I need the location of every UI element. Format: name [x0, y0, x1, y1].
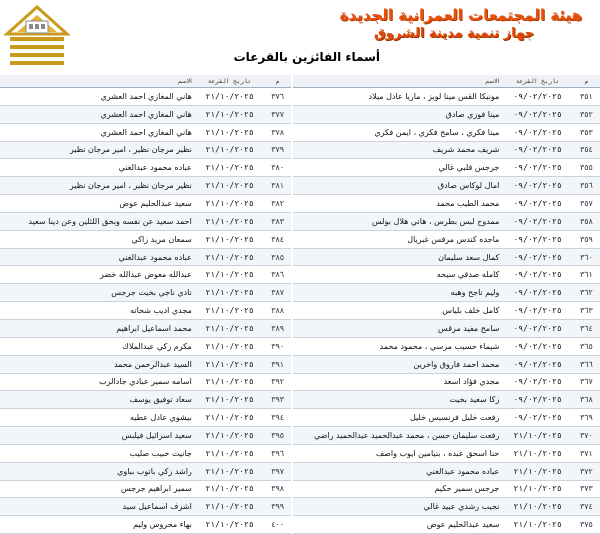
table-row: [0, 284, 291, 302]
table-row: [0, 516, 291, 534]
row-number: ٣٦٨: [573, 391, 600, 409]
table-row: [293, 123, 600, 141]
column-header-num: م: [264, 75, 291, 88]
table-row: [293, 319, 600, 337]
row-number: ٣٩٥: [264, 427, 291, 445]
row-number: ٣٧٤: [573, 498, 600, 516]
row-number: ٣٥٥: [573, 159, 600, 177]
table-row: [0, 409, 291, 427]
row-number: ٣٥٣: [573, 123, 600, 141]
row-name: راشد زكي باتوب بباوي: [0, 462, 195, 480]
row-number: ٣٧٩: [264, 141, 291, 159]
row-date: ٢١/١٠/٢٠٢٥: [195, 248, 264, 266]
row-number: ٣٥٨: [573, 212, 600, 230]
row-number: ٣٥٢: [573, 105, 600, 123]
row-number: ٣٨٦: [264, 266, 291, 284]
row-number: ٣٨٨: [264, 302, 291, 320]
row-date: ٠٩/٠٢/٢٠٢٥: [502, 105, 572, 123]
row-date: ٠٩/٠٢/٢٠٢٥: [502, 391, 572, 409]
row-date: ٢١/١٠/٢٠٢٥: [502, 480, 572, 498]
row-name: جرجس سمير حكيم: [293, 480, 502, 498]
table-row: [293, 159, 600, 177]
row-date: ٠٩/٠٢/٢٠٢٥: [502, 284, 572, 302]
row-date: ٢١/١٠/٢٠٢٥: [502, 462, 572, 480]
table-row: [293, 141, 600, 159]
row-number: ٣٦٠: [573, 248, 600, 266]
table-row: [0, 462, 291, 480]
row-name: هاني المغازي احمد العشري: [0, 123, 195, 141]
row-name: احمد سعيد عن نفسه وبحق اللثلين وعن دينا سعيد: [0, 212, 195, 230]
row-number: ٣٦٣: [573, 302, 600, 320]
winners-table-right: [293, 75, 600, 534]
row-number: ٣٧٢: [573, 462, 600, 480]
table-row: [293, 409, 600, 427]
row-number: ٣٩٣: [264, 391, 291, 409]
row-date: ٢١/١٠/٢٠٢٥: [195, 141, 264, 159]
row-date: ٠٩/٠٢/٢٠٢٥: [502, 177, 572, 195]
row-name: عباده محمود عبدالغني: [293, 462, 502, 480]
row-date: ٢١/١٠/٢٠٢٥: [502, 444, 572, 462]
row-date: ٢١/١٠/٢٠٢٥: [195, 212, 264, 230]
row-number: ٣٧٥: [573, 516, 600, 534]
row-date: ٠٩/٠٢/٢٠٢٥: [502, 248, 572, 266]
table-row: [293, 355, 600, 373]
row-date: ٢١/١٠/٢٠٢٥: [195, 516, 264, 534]
row-number: ٣٩٦: [264, 444, 291, 462]
row-date: ٢١/١٠/٢٠٢٥: [195, 462, 264, 480]
row-name: هاني المغازي احمد العشري: [0, 105, 195, 123]
row-name: مينا فكري ، سامح فكري ، ايمن فكري: [293, 123, 502, 141]
row-number: ٣٦١: [573, 266, 600, 284]
row-name: اسامه سمير عبادي جادالرب: [0, 373, 195, 391]
row-name: سعاد توفيق يوسف: [0, 391, 195, 409]
table-row: [0, 177, 291, 195]
row-date: ٢١/١٠/٢٠٢٥: [195, 427, 264, 445]
row-name: رفعت سليمان حسن ، محمد عبدالحميد عبدالحميد راضي: [293, 427, 502, 445]
row-name: شريف محمد شريف: [293, 141, 502, 159]
table-row: [293, 195, 600, 213]
table-row: [0, 141, 291, 159]
row-number: ٣٨٩: [264, 319, 291, 337]
row-name: نظير مرجان نظير ، امير مرجان نظير: [0, 177, 195, 195]
row-date: ٢١/١٠/٢٠٢٥: [195, 391, 264, 409]
row-date: ٢١/١٠/٢٠٢٥: [195, 105, 264, 123]
row-name: جانيت حبيب صليب: [0, 444, 195, 462]
header: [0, 0, 600, 74]
row-number: ٣٥٩: [573, 230, 600, 248]
row-number: ٣٨٧: [264, 284, 291, 302]
row-name: هاني المغازي احمد العشري: [0, 88, 195, 106]
row-date: ٢١/١٠/٢٠٢٥: [195, 409, 264, 427]
row-number: ٣٧٦: [264, 88, 291, 106]
ncua-house-logo-icon: [4, 4, 70, 70]
row-number: ٣٧٣: [573, 480, 600, 498]
table-row: [293, 302, 600, 320]
table-row: [0, 498, 291, 516]
row-number: ٤٠٠: [264, 516, 291, 534]
page-title: أسماء الفائزين بالقرعات: [233, 50, 380, 64]
row-date: ٢١/١٠/٢٠٢٥: [502, 427, 572, 445]
row-name: محمد احمد فاروق واخرين: [293, 355, 502, 373]
row-date: ٢١/١٠/٢٠٢٥: [195, 355, 264, 373]
column-header-name: الاسم: [0, 75, 195, 88]
row-number: ٣٧٧: [264, 105, 291, 123]
table-row: [0, 88, 291, 106]
row-date: ٢١/١٠/٢٠٢٥: [195, 159, 264, 177]
table-row: [0, 444, 291, 462]
row-name: بيشوي عادل عطيه: [0, 409, 195, 427]
row-name: السيد عبدالرحمن محمد: [0, 355, 195, 373]
row-date: ٠٩/٠٢/٢٠٢٥: [502, 266, 572, 284]
row-number: ٣٧٨: [264, 123, 291, 141]
row-number: ٣٨٥: [264, 248, 291, 266]
row-number: ٣٦٤: [573, 319, 600, 337]
row-name: سعيد عبدالحليم عوض: [0, 195, 195, 213]
row-date: ٠٩/٠٢/٢٠٢٥: [502, 302, 572, 320]
row-name: محمد الطيب محمد: [293, 195, 502, 213]
row-name: مجدي فؤاد اسعد: [293, 373, 502, 391]
row-name: عبدالله معوض عبدالله خضر: [0, 266, 195, 284]
row-date: ٢١/١٠/٢٠٢٥: [195, 444, 264, 462]
row-date: ٠٩/٠٢/٢٠٢٥: [502, 88, 572, 106]
row-number: ٣٥١: [573, 88, 600, 106]
row-name: عباده محمود عبدالغني: [0, 248, 195, 266]
row-number: ٣٩٧: [264, 462, 291, 480]
row-name: امال لوكاس صادق: [293, 177, 502, 195]
table-row: [293, 105, 600, 123]
row-name: كمال سعد سليمان: [293, 248, 502, 266]
table-row: [0, 337, 291, 355]
table-row: [293, 212, 600, 230]
table-header-row: [293, 75, 600, 88]
table-header-row: [0, 75, 291, 88]
table-row: [293, 266, 600, 284]
table-row: [293, 373, 600, 391]
row-date: ٠٩/٠٢/٢٠٢٥: [502, 337, 572, 355]
row-date: ٢١/١٠/٢٠٢٥: [195, 177, 264, 195]
row-date: ٠٩/٠٢/٢٠٢٥: [502, 159, 572, 177]
table-row: [0, 480, 291, 498]
row-name: ماجده كندس مرقس غبريال: [293, 230, 502, 248]
table-row: [293, 391, 600, 409]
table-row: [293, 230, 600, 248]
row-date: ٢١/١٠/٢٠٢٥: [195, 266, 264, 284]
table-row: [0, 319, 291, 337]
row-date: ٢١/١٠/٢٠٢٥: [195, 480, 264, 498]
row-name: سمير ابراهيم جرجس: [0, 480, 195, 498]
row-date: ٠٩/٠٢/٢٠٢٥: [502, 319, 572, 337]
row-name: مكرم زكي عبدالملاك: [0, 337, 195, 355]
row-name: عباده محمود عبدالغني: [0, 159, 195, 177]
row-number: ٣٦٦: [573, 355, 600, 373]
row-number: ٣٥٧: [573, 195, 600, 213]
column-header-date: تاريخ القرعة: [195, 75, 264, 88]
row-date: ٢١/١٠/٢٠٢٥: [195, 319, 264, 337]
row-number: ٣٩٨: [264, 480, 291, 498]
row-number: ٣٨٤: [264, 230, 291, 248]
row-date: ٠٩/٠٢/٢٠٢٥: [502, 230, 572, 248]
table-row: [0, 427, 291, 445]
column-header-date: تاريخ القرعة: [502, 75, 572, 88]
table-row: [0, 373, 291, 391]
row-date: ٢١/١٠/٢٠٢٥: [195, 230, 264, 248]
row-number: ٣٨٢: [264, 195, 291, 213]
row-name: نجيب رشدي عبيد غالي: [293, 498, 502, 516]
row-name: شيماء حسيب مرسي ، محمود محمد: [293, 337, 502, 355]
row-name: مونيكا القس مينا لويز ، ماريا عادل ميلاد: [293, 88, 502, 106]
row-date: ٠٩/٠٢/٢٠٢٥: [502, 355, 572, 373]
row-date: ٢١/١٠/٢٠٢٥: [195, 302, 264, 320]
column-header-name: الاسم: [293, 75, 502, 88]
table-row: [293, 444, 600, 462]
row-name: سمعان مريد زاكي: [0, 230, 195, 248]
row-name: سعيد اسرائيل فيلبس: [0, 427, 195, 445]
row-number: ٣٩٩: [264, 498, 291, 516]
row-name: ممدوح لبس بطرس ، هاني هلال بولس: [293, 212, 502, 230]
row-name: مينا فوزي صادق: [293, 105, 502, 123]
row-date: ٢١/١٠/٢٠٢٥: [502, 498, 572, 516]
row-date: ٢١/١٠/٢٠٢٥: [195, 373, 264, 391]
table-row: [0, 355, 291, 373]
row-number: ٣٦٢: [573, 284, 600, 302]
row-name: كامل خلف بلياس: [293, 302, 502, 320]
row-date: ٢١/١٠/٢٠٢٥: [195, 123, 264, 141]
table-row: [0, 391, 291, 409]
row-date: ٢١/١٠/٢٠٢٥: [195, 498, 264, 516]
row-number: ٣٦٧: [573, 373, 600, 391]
table-row: [293, 337, 600, 355]
row-name: مجدي اديب شحاته: [0, 302, 195, 320]
row-name: كامله صدقي سيحه: [293, 266, 502, 284]
row-name: وليم ناجح وهبه: [293, 284, 502, 302]
row-name: نظير مرجان نظير ، امير مرجان نظير: [0, 141, 195, 159]
row-name: سعيد عبدالحليم عوض: [293, 516, 502, 534]
table-row: [0, 105, 291, 123]
table-row: [0, 212, 291, 230]
row-number: ٣٨١: [264, 177, 291, 195]
winners-table-left: [0, 75, 291, 534]
table-row: [293, 177, 600, 195]
row-name: سامح مفيد مرقس: [293, 319, 502, 337]
row-date: ٢١/١٠/٢٠٢٥: [502, 516, 572, 534]
table-row: [0, 159, 291, 177]
org-title: هيئة المجتمعات العمرانية الجديدة: [339, 6, 582, 24]
row-date: ٢١/١٠/٢٠٢٥: [195, 195, 264, 213]
table-row: [293, 284, 600, 302]
row-name: اشرف اسماعيل سيد: [0, 498, 195, 516]
table-row: [0, 195, 291, 213]
row-date: ٠٩/٠٢/٢٠٢٥: [502, 141, 572, 159]
row-number: ٣٩٠: [264, 337, 291, 355]
table-row: [293, 88, 600, 106]
row-name: رفعت خليل فرنسيس خليل: [293, 409, 502, 427]
table-row: [0, 230, 291, 248]
row-date: ٢١/١٠/٢٠٢٥: [195, 337, 264, 355]
row-name: زكا سعيد بخيت: [293, 391, 502, 409]
row-number: ٣٨٣: [264, 212, 291, 230]
table-row: [0, 123, 291, 141]
table-row: [293, 498, 600, 516]
row-number: ٣٧٠: [573, 427, 600, 445]
table-row: [0, 266, 291, 284]
row-date: ٠٩/٠٢/٢٠٢٥: [502, 409, 572, 427]
table-row: [293, 480, 600, 498]
table-row: [293, 462, 600, 480]
org-subtitle: جهاز تنمية مدينة الشروق: [374, 26, 534, 41]
table-row: [293, 248, 600, 266]
row-name: نادي ناجي بخيت جرجس: [0, 284, 195, 302]
row-number: ٣٦٩: [573, 409, 600, 427]
row-number: ٣٦٥: [573, 337, 600, 355]
table-row: [293, 516, 600, 534]
table-row: [293, 427, 600, 445]
row-date: ٠٩/٠٢/٢٠٢٥: [502, 373, 572, 391]
row-name: حنا اسحق عبده ، بنيامين ايوب واصف: [293, 444, 502, 462]
row-date: ٠٩/٠٢/٢٠٢٥: [502, 212, 572, 230]
table-row: [0, 302, 291, 320]
row-number: ٣٨٠: [264, 159, 291, 177]
table-row: [0, 248, 291, 266]
row-number: ٣٥٤: [573, 141, 600, 159]
column-header-num: م: [573, 75, 600, 88]
row-number: ٣٩٢: [264, 373, 291, 391]
row-date: ٢١/١٠/٢٠٢٥: [195, 284, 264, 302]
row-name: بهاء محروس وليم: [0, 516, 195, 534]
row-name: جرجس قلبي غالي: [293, 159, 502, 177]
row-date: ٠٩/٠٢/٢٠٢٥: [502, 195, 572, 213]
row-date: ٢١/١٠/٢٠٢٥: [195, 88, 264, 106]
row-date: ٠٩/٠٢/٢٠٢٥: [502, 123, 572, 141]
row-name: محمد اسماعيل ابراهيم: [0, 319, 195, 337]
row-number: ٣٧١: [573, 444, 600, 462]
row-number: ٣٥٦: [573, 177, 600, 195]
row-number: ٣٩٤: [264, 409, 291, 427]
row-number: ٣٩١: [264, 355, 291, 373]
